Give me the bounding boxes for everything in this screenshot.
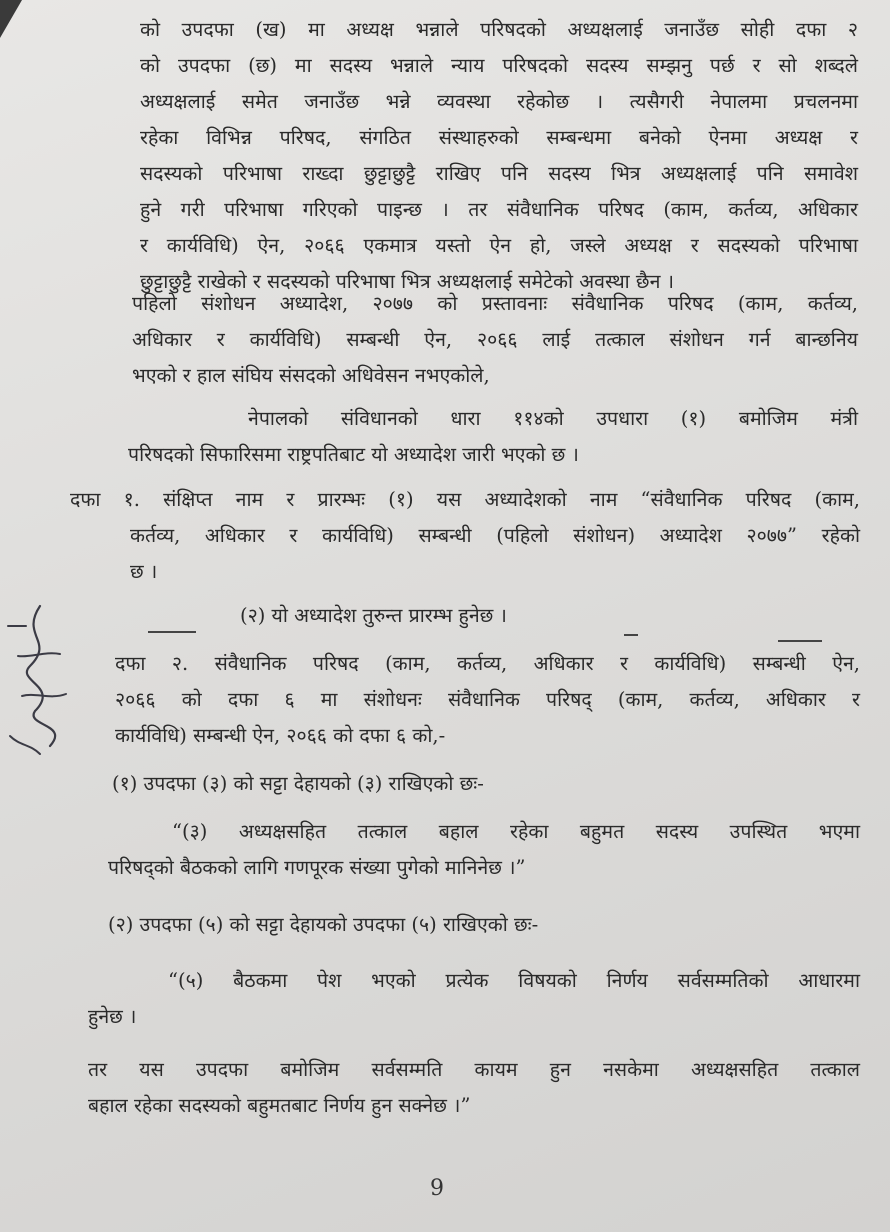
section-2 bbox=[115, 646, 860, 754]
amendment-2-text bbox=[88, 963, 860, 1035]
text-line: छुट्टाछुट्टै राखेको र सदस्यको परिभाषा भित्र अध्यक्षलाई समेटेको अवस्था छैन । bbox=[140, 270, 674, 293]
text-line: नेपालको संविधानको धारा ११४को उपधारा (१) बमोजिम मंत्री bbox=[248, 407, 858, 430]
text-line: हुनेछ । bbox=[88, 1005, 137, 1028]
text-line: भएको र हाल संघिय संसदको अधिवेसन नभएकोले, bbox=[132, 364, 490, 387]
section-1 bbox=[70, 482, 860, 590]
pen-mark bbox=[624, 634, 638, 636]
page-number: 9 bbox=[430, 1176, 444, 1201]
section-2-heading: दफा २. संवैधानिक परिषद (काम, कर्तव्य, अधिकार र कार्यविधि) सम्बन्धी ऐन, bbox=[115, 652, 860, 675]
pen-mark bbox=[148, 631, 196, 633]
enactment-clause bbox=[128, 401, 858, 473]
text-line: “(३) अध्यक्षसहित तत्काल बहाल रहेका बहुमत सदस्य उपस्थित भएमा bbox=[172, 820, 860, 843]
text-line: रहेका विभिन्न परिषद, संगठित संस्थाहरुको सम्बन्धमा बनेको ऐनमा अध्यक्ष र bbox=[140, 126, 858, 149]
preamble-paragraph bbox=[140, 12, 858, 300]
text-line: हुने गरी परिभाषा गरिएको पाइन्छ । तर संवैधानिक परिषद (काम, कर्तव्य, अधिकार bbox=[140, 198, 858, 221]
section-1-heading: दफा १. संक्षिप्त नाम र प्रारम्भः (१) यस अध्यादेशको नाम “संवैधानिक परिषद (काम, bbox=[70, 488, 860, 511]
amendment-1-heading bbox=[112, 766, 812, 802]
text-line: र कार्यविधि) ऐन, २०६६ एकमात्र यस्तो ऐन हो, जस्ले अध्यक्ष र सदस्यको परिभाषा bbox=[140, 234, 858, 257]
text-line: छ । bbox=[130, 560, 158, 583]
text-line: तर यस उपदफा बमोजिम सर्वसम्मति कायम हुन नसकेमा अध्यक्षसहित तत्काल bbox=[88, 1058, 860, 1081]
text-line: (२) उपदफा (५) को सट्टा देहायको उपदफा (५) राखिएको छः- bbox=[108, 913, 539, 936]
text-line: को उपदफा (ख) मा अध्यक्ष भन्नाले परिषदको अध्यक्षलाई जनाउँछ सोही दफा २ bbox=[140, 18, 858, 41]
text-line: “(५) बैठकमा पेश भएको प्रत्येक विषयको निर्णय सर्वसम्मतिको आधारमा bbox=[168, 969, 860, 992]
text-line: परिषद्को बैठकको लागि गणपूरक संख्या पुगेको मानिनेछ ।” bbox=[108, 856, 526, 879]
text-line: (२) यो अध्यादेश तुरुन्त प्रारम्भ हुनेछ । bbox=[240, 604, 507, 627]
amendment-preamble-paragraph bbox=[132, 286, 858, 394]
text-line: सदस्यको परिभाषा राख्दा छुट्टाछुट्टै राखिए पनि सदस्य भित्र अध्यक्षलाई पनि समावेश bbox=[140, 162, 858, 185]
proviso-paragraph bbox=[88, 1052, 860, 1124]
page-corner-shadow bbox=[0, 0, 22, 38]
text-line: कार्यविधि) सम्बन्धी ऐन, २०६६ को दफा ६ को,- bbox=[115, 724, 446, 747]
amendment-2-heading bbox=[108, 907, 808, 943]
text-line: (१) उपदफा (३) को सट्टा देहायको (३) राखिएको छः- bbox=[112, 772, 484, 795]
pen-mark bbox=[778, 640, 822, 642]
text-line: पहिलो संशोधन अध्यादेश, २०७७ को प्रस्तावनाः संवैधानिक परिषद (काम, कर्तव्य, bbox=[132, 292, 858, 315]
text-line: कर्तव्य, अधिकार र कार्यविधि) सम्बन्धी (पहिलो संशोधन) अध्यादेश २०७७” रहेको bbox=[130, 524, 860, 547]
text-line: २०६६ को दफा ६ मा संशोधनः संवैधानिक परिषद् (काम, कर्तव्य, अधिकार र bbox=[115, 688, 860, 711]
text-line: को उपदफा (छ) मा सदस्य भन्नाले न्याय परिषदको सदस्य सम्झनु पर्छ र सो शब्दले bbox=[140, 54, 858, 77]
amendment-1-text bbox=[108, 814, 860, 886]
text-line: बहाल रहेका सदस्यको बहुमतबाट निर्णय हुन सक्नेछ ।” bbox=[88, 1094, 471, 1117]
text-line: परिषदको सिफारिसमा राष्ट्रपतिबाट यो अध्यादेश जारी भएको छ । bbox=[128, 443, 579, 466]
section-1-subsection-2 bbox=[240, 598, 840, 634]
handwritten-signature bbox=[0, 596, 100, 766]
text-line: अधिकार र कार्यविधि) सम्बन्धी ऐन, २०६६ लाई तत्काल संशोधन गर्न बान्छनिय bbox=[132, 328, 858, 351]
text-line: अध्यक्षलाई समेत जनाउँछ भन्ने व्यवस्था रहेकोछ । त्यसैगरी नेपालमा प्रचलनमा bbox=[140, 90, 858, 113]
